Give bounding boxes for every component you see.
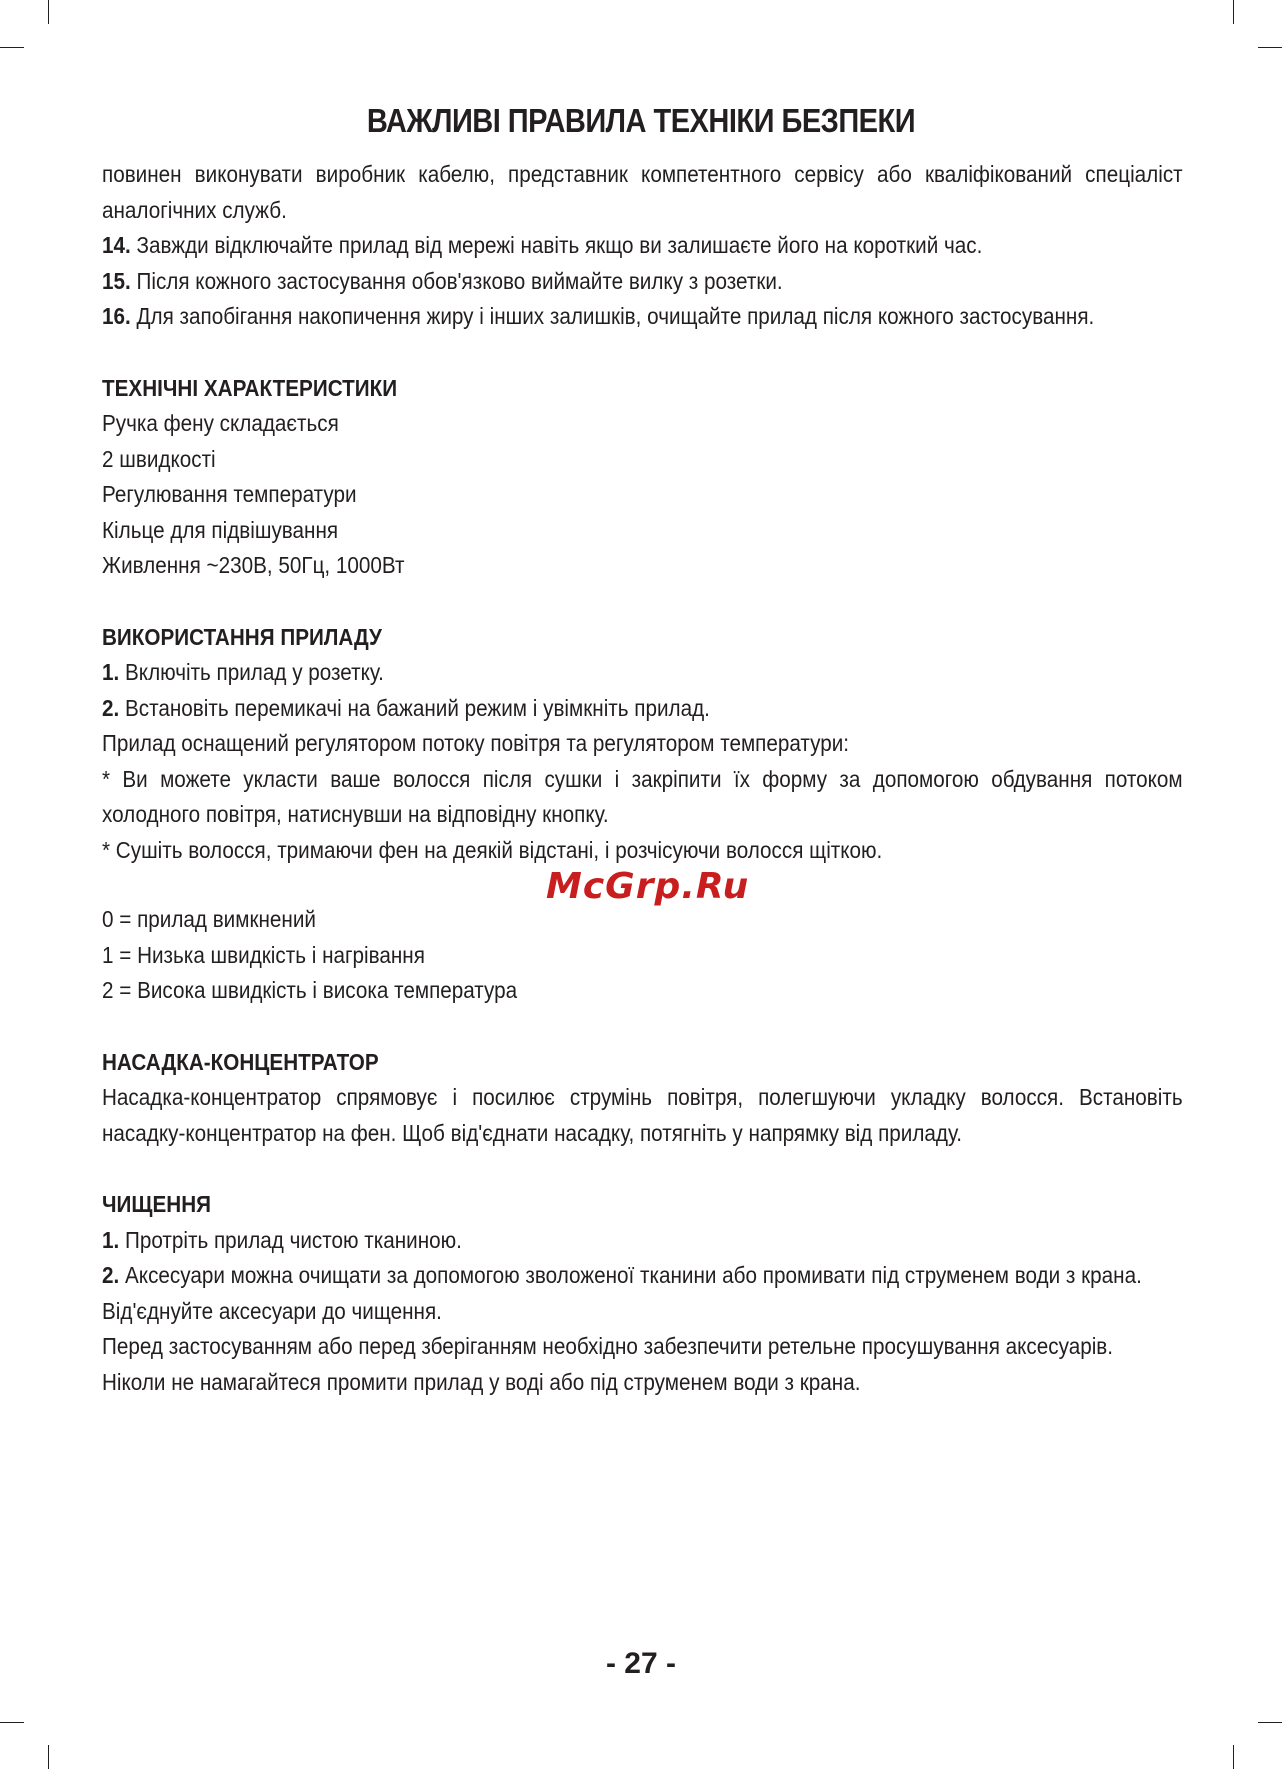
safety-item [102,299,1183,335]
item-text: Після кожного застосування обов'язково виймайте вилку з розетки. [130,267,783,294]
step-number: 2. [102,694,120,721]
crop-mark [48,0,49,24]
page-number: - 27 - [605,1647,677,1680]
crop-mark [0,1722,24,1723]
cleaning-step [102,1223,1183,1259]
safety-continuation: повинен виконувати виробник кабелю, представник компетентного сервісу або кваліфікований спеціаліст аналогічних служб. [102,161,1183,223]
mode-line: 1 = Низька швидкість і нагрівання [102,941,425,968]
mode-line: 2 = Висока швидкість і висока температура [102,977,518,1003]
step-text: Протріть прилад чистою тканиною. [119,1226,462,1253]
spec-line: Живлення ~230В, 50Гц, 1000Вт [102,552,405,578]
item-text: Завжди відключайте прилад від мережі навіть якщо ви залишаєте його на короткий час. [130,232,983,258]
cleaning-line: Від'єднуйте аксесуари до чищення. [102,1297,442,1324]
usage-note: * Сушіть волосся, тримаючи фен на деякій відстані, і розчісуючи волосся щіткою. [102,836,883,863]
step-text: Встановіть перемикачі на бажаний режим і увімкніть прилад. [119,694,710,721]
item-number: 15. [102,267,131,294]
spec-line: Ручка фену складається [102,410,339,436]
usage-step [102,655,1183,691]
cleaning-step [102,1258,1183,1294]
item-number: 14. [102,232,131,258]
step-text: Аксесуари можна очищати за допомогою зволоженої тканини або промивати під струменем води з крана. [119,1262,1142,1288]
page-content [102,157,1182,1400]
cleaning-line: Перед застосуванням або перед зберіганням необхідно забезпечити ретельне просушування аксесуарів. [102,1333,1114,1359]
crop-mark [48,1745,49,1769]
page-title: ВАЖЛИВІ ПРАВИЛА ТЕХНІКИ БЕЗПЕКИ [366,102,916,139]
crop-mark [1233,0,1234,24]
concentrator-text: Насадка-концентратор спрямовує і посилює струмінь повітря, полегшуючи укладку волосся. Встановіть насадку-концентратор на фен. Щоб від'єднати насадку, потягніть у напрямку від приладу. [102,1084,1183,1146]
concentrator-heading: НАСАДКА-КОНЦЕНТРАТОР [102,1048,379,1075]
spec-line: Регулювання температури [102,481,357,507]
crop-mark [1258,47,1282,48]
item-number: 16. [102,303,131,329]
watermark: McGrp.Ru [546,866,750,907]
safety-item [102,264,1183,300]
step-number: 2. [102,1262,120,1288]
usage-heading: ВИКОРИСТАННЯ ПРИЛАДУ [102,623,382,650]
usage-note: * Ви можете укласти ваше волосся після сушки і закріпити їх форму за допомогою обдування потоком холодного повітря, натиснувши на відповідну кнопку. [102,765,1183,827]
mode-line: 0 = прилад вимкнений [102,906,316,932]
cleaning-heading: ЧИЩЕННЯ [102,1191,211,1217]
step-number: 1. [102,1226,120,1253]
specs-heading: ТЕХНІЧНІ ХАРАКТЕРИСТИКИ [102,374,398,401]
usage-intro: Прилад оснащений регулятором потоку повітря та регулятором температури: [102,730,850,756]
safety-item [102,228,1183,264]
cleaning-line: Ніколи не намагайтеся промити прилад у воді або під струменем води з крана. [102,1368,861,1395]
spec-line: 2 швидкості [102,445,216,472]
step-number: 1. [102,659,120,685]
spec-line: Кільце для підвішування [102,516,339,543]
crop-mark [1233,1745,1234,1769]
item-text: Для запобігання накопичення жиру і інших залишків, очищайте прилад після кожного застосування. [130,303,1095,329]
step-text: Включіть прилад у розетку. [119,659,384,685]
usage-step [102,691,1183,727]
crop-mark [0,47,24,48]
crop-mark [1258,1722,1282,1723]
